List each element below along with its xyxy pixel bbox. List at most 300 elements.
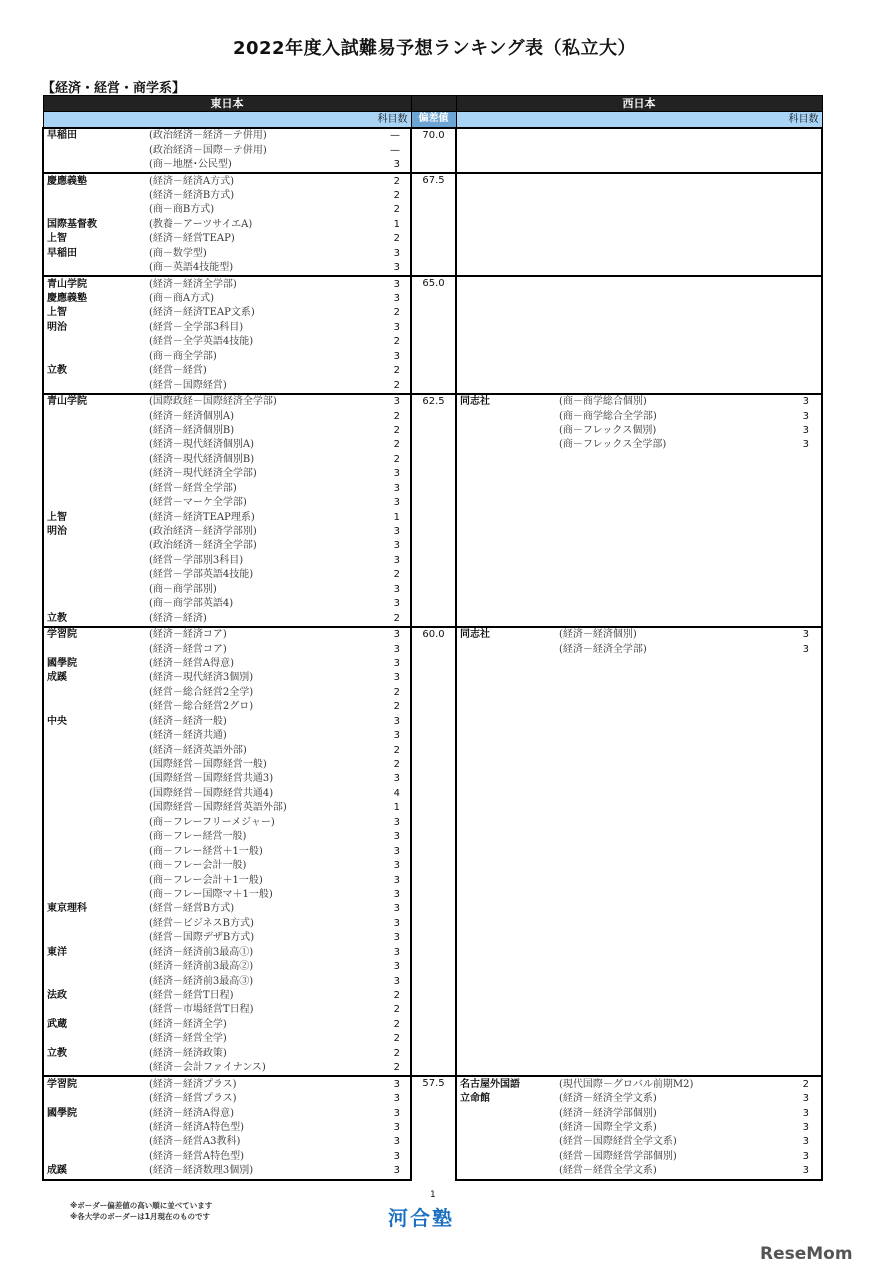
east-program: (政治経済－経済学部別) [149,526,257,538]
west-program: (経済－経済全学部) [559,643,647,655]
west-subject-count [782,931,822,945]
east-university [43,203,146,217]
west-university [456,510,556,524]
east-subject-count: 3 [393,730,401,742]
east-program: (経済－経営TEAP) [149,233,235,245]
east-university: 中央 [43,715,146,729]
east-university: 慶應義塾 [43,292,146,306]
west-university [456,232,556,246]
west-program [556,453,782,467]
east-university: 国際基督教 [43,218,146,232]
hensachi-value: 67.5 [411,173,456,276]
east-subject-count: 2 [393,759,401,771]
east-subject-count: 2 [393,569,401,581]
west-university [456,787,556,801]
east-university [43,496,146,510]
east-program: (経済－会計ファイナンス) [146,1061,366,1076]
east-subject-count: 1 [393,802,401,814]
west-university [456,657,556,671]
east-university: 上智 [43,510,146,524]
east-university [43,787,146,801]
east-subject-count: 1 [393,218,401,230]
east-program: (商－商B方式) [149,204,215,216]
east-university [43,888,146,902]
east-program: (経営－学部別3科目) [149,554,244,566]
east-program: (経営－経営B方式) [149,903,235,915]
west-program [556,189,782,203]
east-program: (経済－経済数理3個別) [146,1164,366,1179]
west-university [456,671,556,685]
east-university: 上智 [43,232,146,246]
west-program: (商－商学総合個別) [556,394,782,409]
west-university [456,1032,556,1046]
west-program [556,364,782,378]
east-subject-count: 3 [393,1107,401,1119]
west-program [556,261,782,276]
west-program [556,743,782,757]
west-subject-count: 3 [782,1164,822,1179]
west-subject-count [782,583,822,597]
west-program [556,1032,782,1046]
west-program [556,203,782,217]
east-subject-count: 3 [393,1121,401,1133]
east-subject-count: 3 [393,482,401,494]
east-program: (経済－経済前3最高③) [149,975,254,987]
west-program [556,830,782,844]
east-subject-count: 3 [366,276,411,291]
west-subject-count [782,128,822,143]
east-program: (国際政経－国際経済全学部) [146,394,366,409]
west-university [456,844,556,858]
west-university [456,830,556,844]
west-program [556,888,782,902]
east-program: (経済－経営A特色型) [149,1150,245,1162]
east-university [43,143,146,157]
west-university [456,424,556,438]
west-university [456,917,556,931]
east-subject-count: 3 [393,845,401,857]
east-program: (経営－全学英語4技能) [149,336,254,348]
west-subject-count [782,158,822,173]
east-subject-count: 3 [366,394,411,409]
west-university [456,128,556,143]
west-university [456,989,556,1003]
east-header: 東日本 [43,96,411,112]
east-subject-count: 2 [393,410,401,422]
west-university [456,597,556,611]
west-university [456,758,556,772]
east-university [43,1003,146,1017]
east-subject-count: 3 [393,903,401,915]
west-university [456,772,556,786]
west-subject-count [782,292,822,306]
east-program: (経営－総合経営2グロ) [149,701,254,713]
west-subject-count [782,539,822,553]
west-program [556,844,782,858]
east-program: (商－商学部英語4) [149,598,234,610]
west-program [556,787,782,801]
east-university [43,844,146,858]
east-program: (経営－国際経営) [146,378,366,393]
west-program: (経済－経済個別) [556,627,782,642]
west-university [456,496,556,510]
west-university [456,143,556,157]
east-university [43,859,146,873]
west-university [456,378,556,393]
west-subject-count [782,306,822,320]
east-subject-count: 2 [393,1018,401,1030]
west-program [556,974,782,988]
west-subject-count [782,729,822,743]
west-program [556,583,782,597]
west-university [456,859,556,873]
west-program [556,729,782,743]
east-subject-count: 3 [393,1136,401,1148]
west-subject-count: 3 [782,394,822,409]
west-university [456,1061,556,1076]
west-program [556,306,782,320]
west-subject-count: 2 [782,1076,822,1091]
east-university [43,409,146,423]
west-subject-count [782,568,822,582]
east-university: 慶應義塾 [43,173,146,188]
west-program [556,1003,782,1017]
west-subject-count [782,261,822,276]
east-university: 立教 [43,364,146,378]
west-subject-count [782,378,822,393]
east-subject-count: 2 [393,1033,401,1045]
east-university: 青山学院 [43,394,146,409]
west-subject-count: 3 [782,627,822,642]
kawaijuku-logo: 河合塾 [388,1206,454,1230]
west-program [556,525,782,539]
east-subject-count: 3 [393,816,401,828]
west-program [556,128,782,143]
east-program: (経営－総合経営2全学) [149,686,254,698]
west-subject-count [782,276,822,291]
west-program [556,902,782,916]
west-subject-count [782,888,822,902]
hensachi-value: 57.5 [411,1076,456,1179]
west-program [556,946,782,960]
east-program: (経済－経済全学) [149,1018,227,1030]
east-subject-count: — [390,144,401,156]
east-university [43,642,146,656]
east-program: (政治経済－国際－テ併用) [149,144,267,156]
east-university [43,816,146,830]
east-program: (経営－マーケ全学部) [149,497,247,509]
east-university [43,539,146,553]
east-university [43,700,146,714]
east-program: (国際経営－国際経営英語外部) [149,802,287,814]
west-subject-count: 3 [782,438,822,452]
west-program [556,496,782,510]
east-subject-count: 3 [393,917,401,929]
east-university [43,758,146,772]
west-program [556,467,782,481]
east-subject-count: 3 [366,1164,411,1179]
east-university [43,729,146,743]
hensachi-header-blank [411,96,456,112]
west-program [556,671,782,685]
east-program: (経済－経営A3教科) [149,1136,241,1148]
east-program: (教養－アーツサイエA) [149,218,253,230]
table-row [43,128,822,143]
west-program [556,801,782,815]
west-subject-count [782,946,822,960]
west-university [456,525,556,539]
table-row [43,394,822,409]
west-subject-count [782,671,822,685]
east-university [43,873,146,887]
west-university [456,218,556,232]
west-university [456,974,556,988]
east-subject-count: 3 [393,672,401,684]
west-program [556,686,782,700]
hensachi-header: 偏差値 [411,112,456,129]
east-subject-count: 4 [393,787,401,799]
east-subject-count: — [366,128,411,143]
west-university [456,203,556,217]
east-university [43,1092,146,1106]
west-subject-count [782,859,822,873]
west-program: (商－フレックス個別) [559,424,657,436]
west-university [456,350,556,364]
west-university [456,743,556,757]
west-program [556,378,782,393]
east-university [43,1150,146,1164]
east-program: (経済－経済全学部) [146,276,366,291]
west-subject-count [782,597,822,611]
west-program [556,772,782,786]
east-university [43,350,146,364]
east-program: (経済－経済個別A) [149,410,235,422]
west-university [456,729,556,743]
west-university [456,700,556,714]
table-row [43,1076,822,1091]
west-program: (経営－経営全学文系) [556,1164,782,1179]
west-university [456,902,556,916]
west-university [456,1121,556,1135]
east-university: 立教 [43,1047,146,1061]
page-number: 1 [430,1190,436,1200]
west-university [456,816,556,830]
east-university [43,1121,146,1135]
west-university [456,409,556,423]
east-subject-count: 2 [366,1061,411,1076]
footnote: ※ボーダー偏差値の高い順に並べています [70,1201,213,1210]
west-program [556,597,782,611]
east-program: (経営－全学部3科目) [149,321,244,333]
east-subject-count: 3 [393,293,401,305]
west-subject-count [782,830,822,844]
east-program: (商－フレー国際マ＋1一般) [149,888,273,900]
east-university: 早稲田 [43,247,146,261]
east-university [43,554,146,568]
west-subject-count [782,364,822,378]
west-subject-count [782,232,822,246]
east-program: (経済－経済A特色型) [149,1121,245,1133]
east-subject-count: 2 [393,453,401,465]
east-program: (経営－経営) [149,365,207,377]
east-subject-count: 2 [393,990,401,1002]
west-program: (経営－国際経営全学文系) [559,1136,677,1148]
west-subject-count [782,525,822,539]
west-program [556,554,782,568]
east-subject-count: 3 [393,583,401,595]
west-university [456,946,556,960]
east-subject-count: 3 [393,554,401,566]
west-subject-count [782,816,822,830]
east-university [43,482,146,496]
west-subject-count [782,467,822,481]
east-subject-count: 2 [393,701,401,713]
east-program: (経済－経済政策) [149,1047,227,1059]
west-university [456,873,556,887]
east-subject-count: 3 [393,1150,401,1162]
west-program [556,158,782,173]
east-program: (経済－経済プラス) [146,1076,366,1091]
west-program: (経営－国際経営学部個別) [559,1150,677,1162]
west-program [556,758,782,772]
west-university: 名古屋外国語 [456,1076,556,1091]
west-university [456,1106,556,1120]
east-program: (経済－経済) [146,611,366,626]
east-program: (経済－経営全学) [149,1033,227,1045]
east-university: 学習院 [43,627,146,642]
west-university [456,611,556,626]
footnote: ※各大学のボーダーは1月現在のものです [70,1212,211,1221]
east-university: 明治 [43,525,146,539]
west-program [556,173,782,188]
east-subject-count: 2 [393,686,401,698]
west-subject-count [782,453,822,467]
west-university [456,335,556,349]
east-university: 東京理科 [43,902,146,916]
west-program [556,276,782,291]
east-program: (経済－現代経済3個別) [149,672,254,684]
east-subject-count: 3 [393,715,401,727]
east-subject-count: 2 [393,1004,401,1016]
west-program: (商－フレックス全学部) [559,439,667,451]
west-subject-count: 3 [782,1121,822,1135]
east-university: 立教 [43,611,146,626]
east-program: (経済－経済英語外部) [149,744,247,756]
west-program [556,1047,782,1061]
east-program: (商－商全学部) [149,350,217,362]
west-program [556,989,782,1003]
east-university: 武蔵 [43,1018,146,1032]
east-subject-count: 2 [393,1047,401,1059]
west-program [556,657,782,671]
west-subject-count: 3 [782,1106,822,1120]
west-subject-count [782,218,822,232]
east-program: (国際経営－国際経営一般) [149,759,267,771]
west-university [456,173,556,188]
west-university [456,801,556,815]
west-subject-count [782,960,822,974]
east-subject-count: 3 [366,261,411,276]
west-university [456,583,556,597]
east-program: (商－英語4技能型) [146,261,366,276]
west-subject-count [782,554,822,568]
east-subject-count: 2 [393,204,401,216]
east-subject-count: 2 [393,424,401,436]
east-university [43,261,146,276]
west-subject-count [782,873,822,887]
west-count-header: 科目数 [456,112,822,129]
east-program: (商－商A方式) [149,293,215,305]
east-university: 上智 [43,306,146,320]
west-program [556,1018,782,1032]
east-program: (経済－経済個別B) [149,424,235,436]
west-subject-count [782,1032,822,1046]
east-subject-count: 2 [393,365,401,377]
east-program: (経済－経済コア) [146,627,366,642]
west-header: 西日本 [456,96,822,112]
east-program: (商－商学部別) [149,583,217,595]
west-program [556,218,782,232]
west-subject-count [782,143,822,157]
east-university: 國學院 [43,657,146,671]
east-university [43,830,146,844]
east-university [43,335,146,349]
west-university [456,292,556,306]
west-subject-count [782,686,822,700]
east-subject-count: 2 [366,378,411,393]
west-university [456,554,556,568]
west-subject-count [782,482,822,496]
west-university [456,1135,556,1149]
west-program [556,873,782,887]
east-university [43,743,146,757]
east-subject-count: 3 [393,860,401,872]
west-program: (経済－国際全学文系) [559,1121,657,1133]
east-subject-count: 3 [366,1076,411,1091]
ranking-table [42,95,823,1181]
west-university [456,453,556,467]
east-program: (国際経営－国際経営共通3) [149,773,274,785]
east-program: (経営－市場経営T日程) [149,1004,254,1016]
east-subject-count: 3 [393,946,401,958]
east-subject-count: 2 [393,233,401,245]
hensachi-value: 62.5 [411,394,456,627]
east-university: 東洋 [43,946,146,960]
west-subject-count: 3 [782,424,822,438]
east-university [43,189,146,203]
west-program [556,143,782,157]
hensachi-value: 70.0 [411,128,456,173]
east-subject-count: 1 [393,511,401,523]
west-university: 同志社 [456,394,556,409]
east-program: (経営－国際デザB方式) [149,932,255,944]
west-program [556,611,782,626]
west-program [556,700,782,714]
west-program [556,247,782,261]
west-university [456,158,556,173]
east-program: (商－フレー経営＋1一般) [149,845,263,857]
east-program: (商－フレー会計一般) [149,860,247,872]
west-university [456,276,556,291]
west-program [556,816,782,830]
west-university [456,1018,556,1032]
east-subject-count: 3 [393,657,401,669]
west-subject-count [782,173,822,188]
west-university [456,1164,556,1179]
east-program: (経済－経済一般) [149,715,227,727]
east-university [43,931,146,945]
west-university [456,642,556,656]
